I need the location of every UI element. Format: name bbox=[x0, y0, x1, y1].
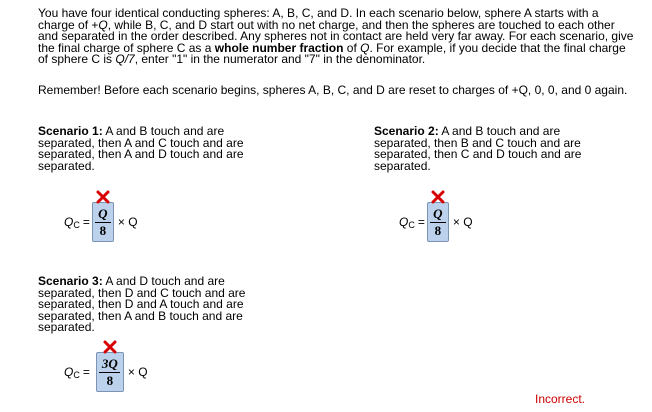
denominator-field[interactable]: 8 bbox=[106, 372, 114, 388]
status-message: Incorrect. bbox=[535, 392, 586, 406]
scenario-2-text: A and B touch and are separated, then B and C touch and are separated, then C and D touch and are separated. bbox=[374, 124, 582, 173]
scenario-3-answer bbox=[64, 352, 148, 392]
times-q: × Q bbox=[452, 215, 473, 229]
intro-text-5: , enter "1" in the numerator and "7" in the denominator. bbox=[134, 52, 426, 66]
scenario-3-text: A and D touch and are separated, then D and C touch and are separated, then D and A touch and are separated, then A and B touch and are separated. bbox=[38, 274, 246, 334]
x-mark-icon bbox=[102, 339, 118, 355]
scenario-1-text: A and B touch and are separated, then A and C touch and are separated, then A and D touch and are separated. bbox=[38, 124, 244, 173]
intro-q-2: Q bbox=[360, 40, 370, 55]
equals-sign: = bbox=[82, 215, 90, 229]
intro-text-3: of bbox=[343, 40, 361, 55]
answer-fraction-3[interactable] bbox=[96, 352, 124, 392]
intro-q-1: Q bbox=[98, 17, 108, 32]
qc-label: $Q_C$ bbox=[64, 214, 80, 230]
qc-label: $Q_C$ bbox=[64, 364, 80, 380]
numerator-field[interactable]: Q bbox=[433, 205, 443, 221]
x-mark-icon bbox=[430, 189, 446, 205]
denominator-field[interactable]: 8 bbox=[434, 222, 442, 238]
scenario-1 bbox=[38, 126, 278, 172]
intro-text-2: , while B, C, and D start out with no net charge, and then the spheres are touched to each other and separated in the order described. Any spheres not in contact are held very far away. For each scenario, give the final charge of sphere C as a bbox=[38, 17, 634, 55]
intro-bold: whole number fraction bbox=[214, 40, 344, 55]
times-q: × Q bbox=[127, 365, 148, 379]
numerator-field[interactable]: 3Q bbox=[101, 355, 118, 371]
intro-text-4: . For example, if you decide that the final charge of sphere C is bbox=[38, 40, 626, 66]
scenario-2-answer bbox=[399, 202, 473, 242]
scenario-1-answer bbox=[64, 202, 138, 242]
answer-fraction-2[interactable] bbox=[427, 202, 449, 242]
answer-fraction-1[interactable] bbox=[92, 202, 114, 242]
qc-label: $Q_C$ bbox=[399, 214, 415, 230]
reminder: Remember! Before each scenario begins, spheres A, B, C, and D are reset to charges of +Q, 0, 0, and 0 again. bbox=[38, 83, 628, 97]
instructions bbox=[38, 8, 638, 66]
scenario-2-label: Scenario 2: bbox=[374, 124, 439, 138]
times-q: × Q bbox=[117, 215, 138, 229]
denominator-field[interactable]: 8 bbox=[99, 222, 107, 238]
equals-sign: = bbox=[417, 215, 425, 229]
scenario-2 bbox=[374, 126, 614, 172]
equals-sign: = bbox=[82, 365, 90, 379]
numerator-field[interactable]: Q bbox=[98, 205, 108, 221]
scenario-3-label: Scenario 3: bbox=[38, 274, 103, 288]
scenario-1-label: Scenario 1: bbox=[38, 124, 103, 138]
x-mark-icon bbox=[95, 189, 111, 205]
scenario-3 bbox=[38, 276, 278, 334]
intro-text-1: You have four identical conducting spheres: A, B, C, and D. In each scenario below, sphere A starts with a charge of + bbox=[38, 6, 599, 32]
intro-example: Q/7 bbox=[115, 52, 135, 66]
